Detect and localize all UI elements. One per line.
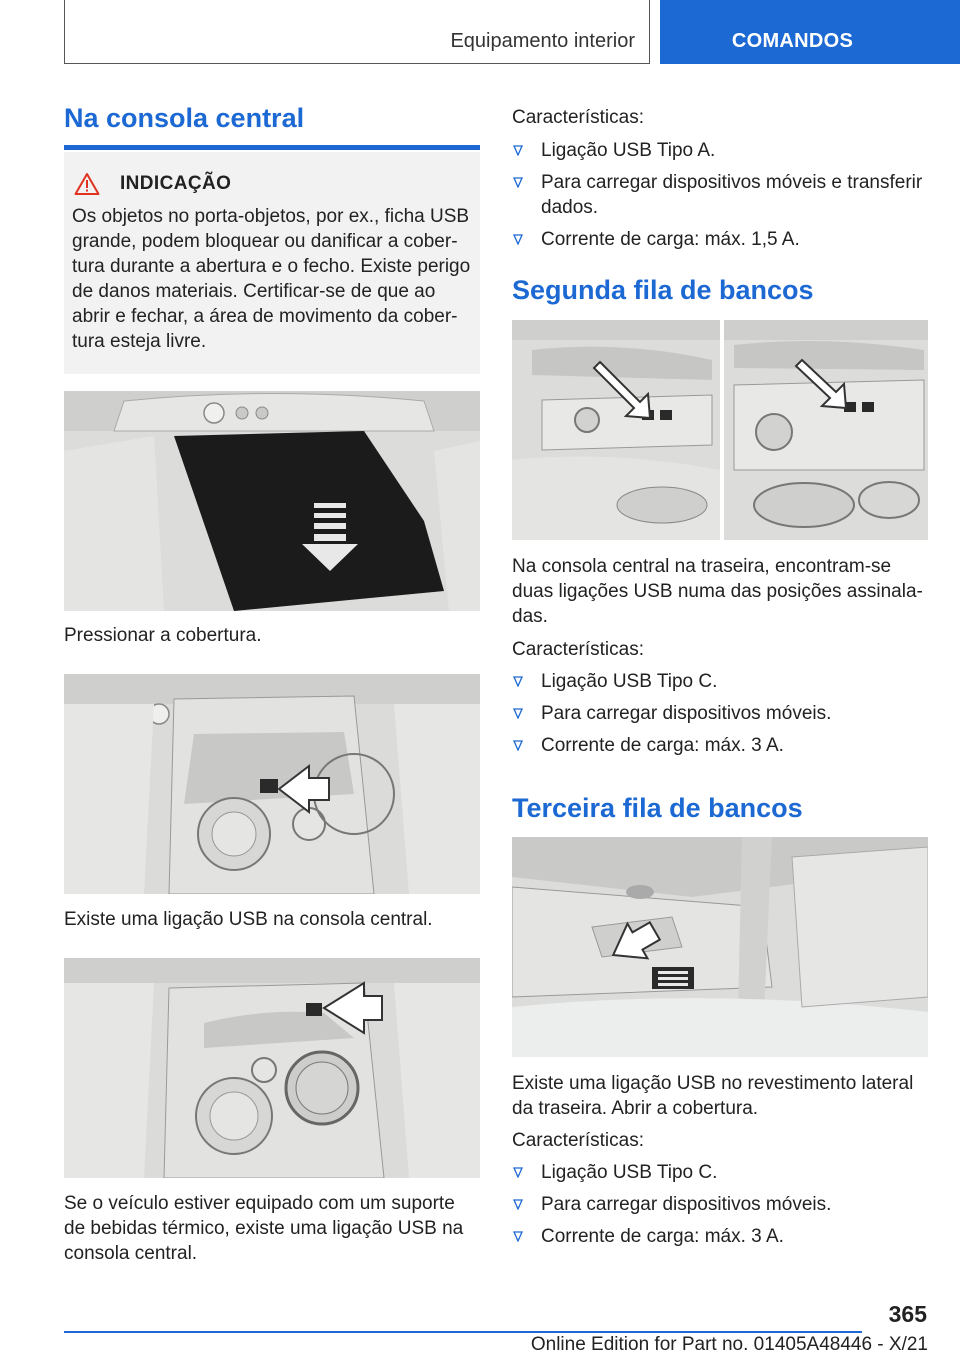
triangle-bullet-icon bbox=[513, 1199, 523, 1210]
triangle-bullet-icon bbox=[513, 708, 523, 719]
photo-press-cover bbox=[64, 391, 480, 611]
photo-thermal-cup-holder bbox=[64, 958, 480, 1178]
chapter-tab-label: COMANDOS bbox=[731, 30, 854, 52]
list-item: Ligação USB Tipo A. bbox=[512, 138, 928, 163]
caption-third-row: Existe uma ligação USB no revestimento lateral da traseira. Abrir a cobertura. bbox=[512, 1073, 914, 1119]
chapter-tab[interactable] bbox=[660, 0, 960, 64]
caption-second-row: Na consola central na traseira, encontram-se duas ligações USB numa das posições assinala-das. bbox=[512, 556, 923, 627]
photo-usb-central-console bbox=[64, 674, 480, 894]
features-label-3: Características: bbox=[512, 1130, 644, 1151]
header-section-box bbox=[64, 0, 650, 64]
caption-press-cover: Pressionar a cobertura. bbox=[64, 625, 262, 646]
list-item: Para carregar dispositivos móveis. bbox=[512, 701, 928, 726]
caption-thermal-cup-holder: Se o veículo estiver equipado com um suporte de bebidas térmico, existe uma ligação USB na consola central. bbox=[64, 1193, 464, 1264]
photo-second-row-right bbox=[724, 320, 928, 540]
features-list-2 bbox=[512, 669, 928, 765]
warning-box bbox=[64, 152, 480, 374]
photo-third-row bbox=[512, 837, 928, 1057]
warning-title: INDICAÇÃO bbox=[120, 173, 232, 194]
triangle-bullet-icon bbox=[513, 676, 523, 687]
footer-edition: Online Edition for Part no. 01405A48446 - X/21 bbox=[530, 1334, 928, 1355]
features-label-2: Características: bbox=[512, 639, 644, 660]
list-item: Ligação USB Tipo C. bbox=[512, 669, 928, 694]
warning-title-row bbox=[74, 172, 231, 196]
triangle-bullet-icon bbox=[513, 234, 523, 245]
footer-rule bbox=[64, 1331, 862, 1333]
triangle-bullet-icon bbox=[513, 1231, 523, 1242]
warning-triangle-icon bbox=[74, 172, 100, 196]
triangle-bullet-icon bbox=[513, 145, 523, 156]
list-item: Corrente de carga: máx. 3 A. bbox=[512, 733, 928, 758]
features-list-3 bbox=[512, 1160, 928, 1256]
section-title: Equipamento interior bbox=[450, 30, 635, 52]
features-label-1: Características: bbox=[512, 107, 644, 128]
list-item: Ligação USB Tipo C. bbox=[512, 1160, 928, 1185]
triangle-bullet-icon bbox=[513, 177, 523, 188]
features-list-1 bbox=[512, 138, 928, 259]
page-number: 365 bbox=[888, 1301, 927, 1327]
heading-third-row: Terceira fila de bancos bbox=[512, 793, 803, 823]
list-item: Corrente de carga: máx. 3 A. bbox=[512, 1224, 928, 1249]
triangle-bullet-icon bbox=[513, 740, 523, 751]
warning-text: Os objetos no porta-objetos, por ex., ficha USB grande, podem bloquear ou danificar a cober-tura durante a abertura e o fecho. Existe perigo de danos materiais. Certificar-se de que ao abrir e fechar, a área de movimento da cober-tura esteja livre. bbox=[72, 206, 471, 352]
triangle-bullet-icon bbox=[513, 1167, 523, 1178]
list-item: Para carregar dispositivos móveis. bbox=[512, 1192, 928, 1217]
photo-second-row-left bbox=[512, 320, 720, 540]
heading-central-console: Na consola central bbox=[64, 103, 305, 133]
list-item: Corrente de carga: máx. 1,5 A. bbox=[512, 227, 928, 252]
heading-second-row: Segunda fila de bancos bbox=[512, 275, 814, 305]
heading-underline bbox=[64, 145, 480, 150]
caption-usb-central-console: Existe uma ligação USB na consola central. bbox=[64, 909, 433, 930]
list-item: Para carregar dispositivos móveis e transferir dados. bbox=[512, 170, 928, 220]
